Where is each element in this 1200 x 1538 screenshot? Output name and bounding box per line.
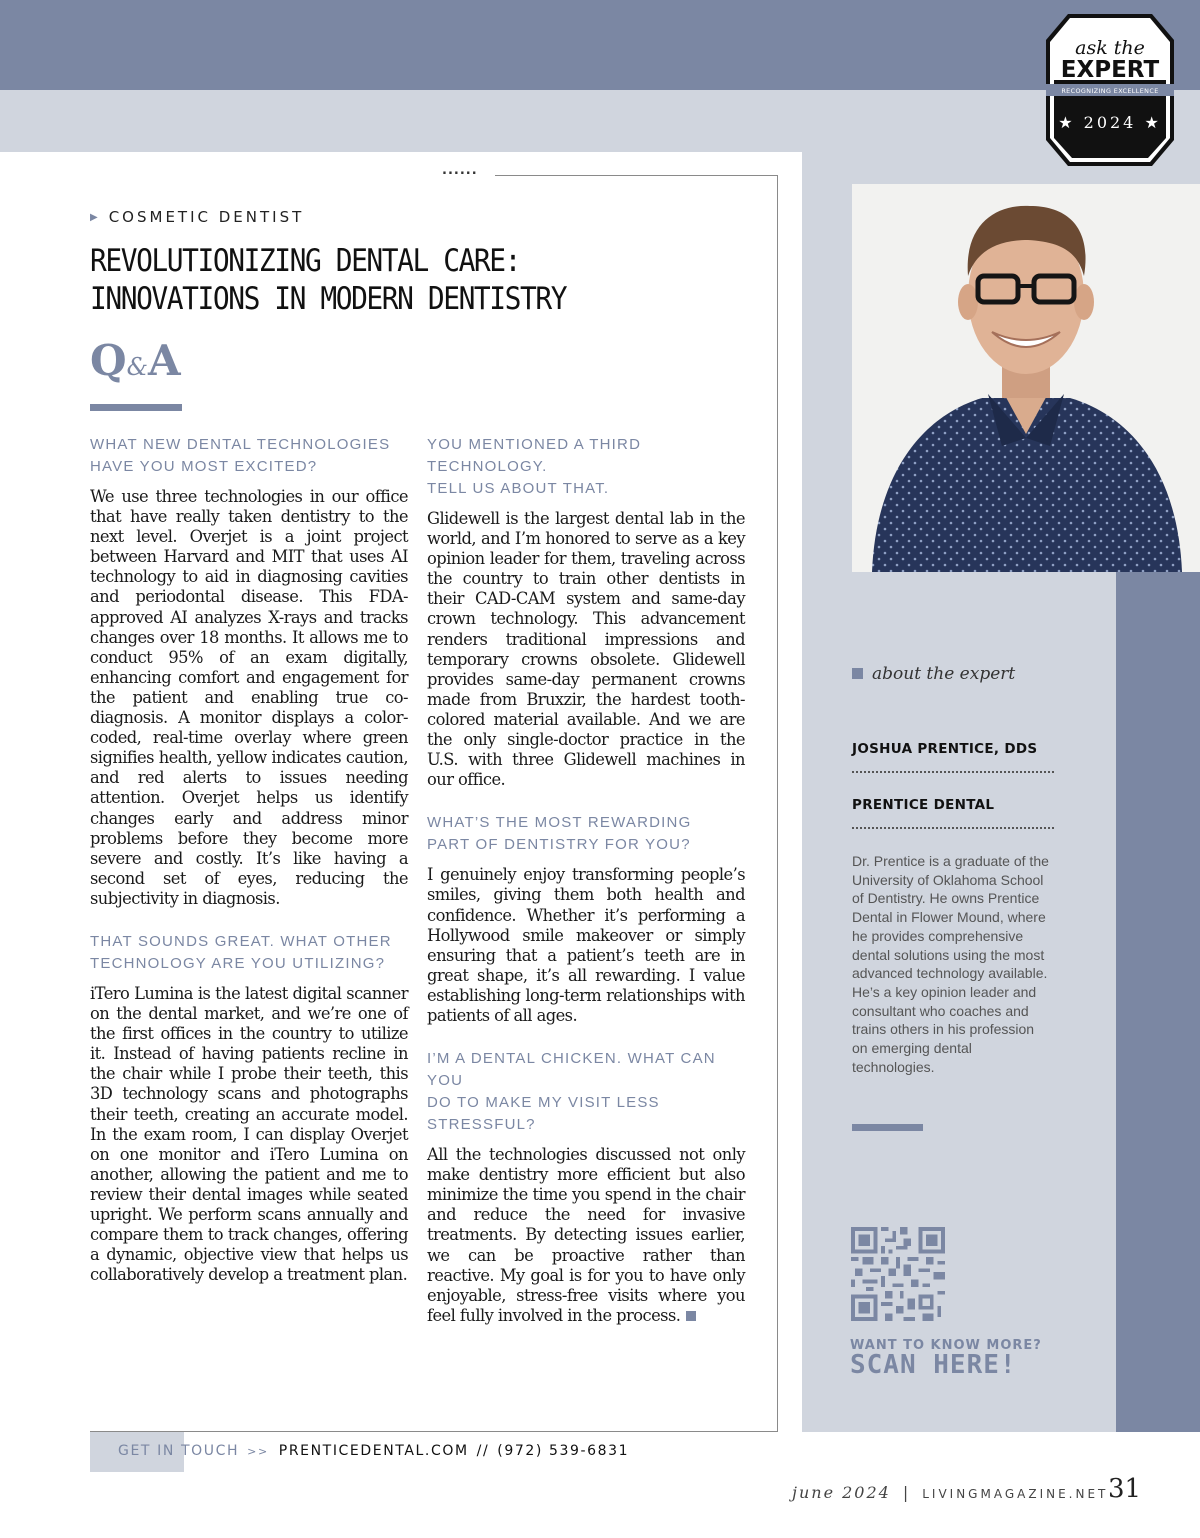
ask-the-expert-badge [1046,14,1174,166]
expert-bio: Dr. Prentice is a graduate of the University of Oklahoma School of Dentistry. He owns Prentice Dental in Flower Mound, where he provides comprehensive dental solutions using the most advanced technology available. He’s a key opinion leader and consultant who coaches and trains others in his profession on emerging dental technologies. [852,853,1049,1075]
section-kicker [90,208,304,226]
phone-number[interactable]: (972) 539-6831 [497,1443,630,1459]
end-mark-icon [686,1311,696,1321]
qa-logo-a: A [147,336,181,385]
qa-logo [90,336,181,385]
answer-paragraph: We use three technologies in our office that have really taken dentistry to the next level. Overjet is a joint project between Harvard and MIT that uses AI technology to aid in diagnosing cavities and periodontal disease. This FDA-approved AI analyzes X-rays and tracks changes over 18 months. It allows me to conduct 95% of an exam digitally, enhancing comfort and engagement for the patient and enabling true co-diagnosis. A monitor displays a color-coded, real-time overlay where green signifies health, yellow indicates caution, and red alerts to issues needing attention. Overjet helps us identify changes early and address minor problems before they become more severe and costly. It’s like having a second set of eyes, reducing the subjectivity in diagnosis. [90,487,408,908]
scan-here: SCAN HERE! [850,1350,1017,1380]
answer-paragraph-final [427,1145,745,1326]
badge-line1: ask the [1075,37,1145,59]
expert-name: JOSHUA PRENTICE, DDS [852,741,1038,757]
want-to-know-more: WANT TO KNOW MORE? [850,1338,1042,1353]
question-heading: YOU MENTIONED A THIRD TECHNOLOGY. TELL US ABOUT THAT. [427,436,642,497]
dotted-divider [852,827,1054,829]
question-heading: WHAT NEW DENTAL TECHNOLOGIES HAVE YOU MOST EXCITED? [90,436,391,475]
dotted-divider [852,771,1054,773]
footer-contact [118,1443,629,1459]
kicker-label: COSMETIC DENTIST [108,208,305,226]
bio-accent-bar [852,1124,923,1131]
top-light-band [0,90,1200,152]
magazine-website: LIVINGMAGAZINE.NET [922,1487,1109,1501]
folio-separator: | [902,1483,911,1502]
frame-line-bottom [90,1431,778,1432]
article-column-right [427,434,745,1348]
qa-logo-amp: & [126,353,148,381]
question-heading: WHAT’S THE MOST REWARDING PART OF DENTISTRY FOR YOU? [427,814,692,854]
top-dots: ...... [442,163,478,178]
kicker-triangle-icon: ▶ [90,212,101,223]
article-column-left [90,434,408,1307]
answer-text: All the technologies discussed not only make dentistry more efficient but also minimize the time you spend in the chair and reduce the need for invasive treatments. By detecting issues earlier, we can be proactive rather than reactive. My goal is for you to have only enjoyable, stress-free visits where you feel fully involved in the process. [427,1145,745,1325]
article-headline [90,242,666,318]
question-heading: THAT SOUNDS GREAT. WHAT OTHER TECHNOLOGY ARE YOU UTILIZING? [90,932,392,972]
qa-underline-bar [90,404,182,411]
qr-code[interactable] [851,1227,945,1321]
badge-line2: EXPERT [1060,57,1160,83]
answer-paragraph: Glidewell is the largest dental lab in the world, and I’m honored to serve as a key opinion leader for them, traveling across the country to train other dentists in their CAD-CAM system and same-day crown technology. This advancement renders traditional impressions and temporary crowns obsolete. Glidewell provides same-day permanent crowns made from Bruxzir, the hardest tooth-colored material available. And we are the only single-doctor practice in the U.S. with three Glidewell machines in our office. [427,509,745,790]
question-heading: I’M A DENTAL CHICKEN. WHAT CAN YOU DO TO MAKE MY VISIT LESS STRESSFUL? [427,1050,716,1134]
website-link[interactable]: PRENTICEDENTAL.COM [278,1443,469,1459]
frame-line-top [495,175,778,176]
expert-portrait-photo [852,184,1200,572]
answer-paragraph: I genuinely enjoy transforming people’s smiles, giving them both health and confidence. Whether it’s performing a Hollywood smile makeover or simply ensuring that a patient’s teeth are in great shape, it’s all rewarding. I value establishing long-term relationships with patients of all ages. [427,865,745,1025]
issue-date: june 2024 [792,1483,891,1502]
badge-year: ★ 2024 ★ [1058,113,1162,132]
sidebar-stripe [1116,572,1200,1432]
about-label-text: about the expert [872,664,1016,684]
page-folio [792,1483,1108,1502]
answer-paragraph: iTero Lumina is the latest digital scanner on the dental market, and we’re one of the first offices in the country to utilize it. Instead of having patients recline in the chair while I probe their teeth, this 3D technology scans and photographs their teeth, creating an accurate model. In the exam room, I can display Overjet on one monitor and iTero Lumina on another, allowing the patient and me to review their dental images while seated upright. We perform scans annually and compare them to track changes, offering a dynamic, objective view that helps us collaboratively develop a treatment plan. [90,983,408,1285]
frame-line-right [777,175,778,1432]
expert-practice: PRENTICE DENTAL [852,797,995,813]
contact-separator: // [476,1443,490,1459]
badge-ribbon: RECOGNIZING EXCELLENCE [1061,87,1159,95]
arrows-icon: >> [247,1445,269,1458]
page-number: 31 [1108,1474,1142,1504]
get-in-touch-label: GET IN TOUCH [118,1443,240,1459]
top-color-band [0,0,1200,90]
headline-line1: REVOLUTIONIZING DENTAL CARE: [90,243,521,279]
headline-line2: INNOVATIONS IN MODERN DENTISTRY [90,281,567,317]
square-bullet-icon [852,668,863,679]
about-the-expert-label [852,664,1015,684]
qa-logo-q: Q [90,336,127,385]
